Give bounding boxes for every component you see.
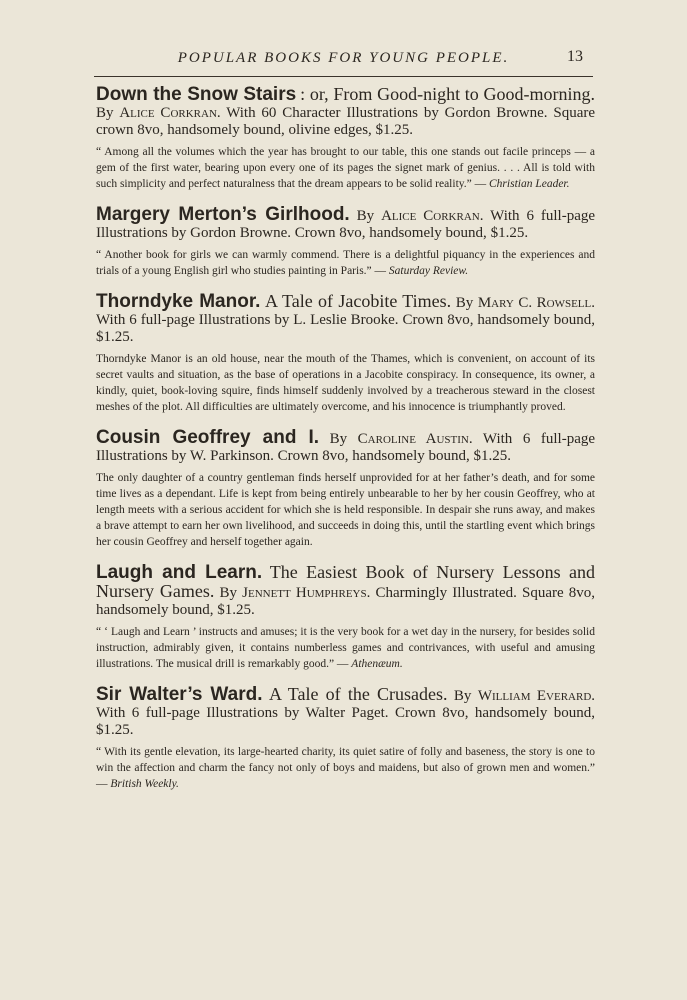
review-text: “ With its gentle elevation, its large-hearted charity, its quiet satire of folly and baseness, the story is one to win the affection and charm the fancy not only of boys and maidens, but also of grown men and women.” — (96, 746, 595, 790)
book-details: With 6 full-page Illustrations by Walter Paget. Crown 8vo, handsomely bound, (96, 705, 595, 721)
review-quote (96, 247, 595, 279)
book-author: Alice Corkran. (119, 105, 221, 121)
by-label: By (455, 295, 474, 311)
book-entry (96, 429, 595, 550)
book-author: Alice Corkran. (381, 208, 484, 224)
entry-heading (96, 86, 595, 139)
book-details: With 6 full-page Illustrations by L. Leslie Brooke. Crown 8vo, handsomely bound, (96, 312, 595, 328)
book-price: $1.25. (217, 602, 255, 618)
book-title: Laugh and Learn. (96, 562, 263, 583)
header-rule (94, 76, 593, 77)
book-subtitle: A Tale of the Crusades. (268, 684, 448, 704)
review-source: Saturday Review. (388, 265, 469, 277)
running-head (95, 50, 592, 67)
book-author: William Everard. (477, 688, 596, 704)
review-text: Thorndyke Manor is an old house, near the mouth of the Thames, which is convenient, on account of its secret vaults and situation, as the base of operations in a Jacobite conspiracy. In consequence, its owner, a kindly, quiet, book-loving squire, finds himself suddenly involved by a treacherous steward in the closest meshes of the plot. All difficulties are ultimately overcome, and his innocence is triumphantly proved. (96, 353, 595, 413)
book-subtitle: : or, From Good-night to Good-morning. (300, 84, 595, 104)
review-quote (96, 351, 595, 415)
by-label: By (329, 431, 348, 447)
book-title: Cousin Geoffrey and I. (96, 427, 320, 448)
page-number: 13 (567, 48, 583, 65)
book-price: $1.25. (473, 448, 511, 464)
entry-heading (96, 564, 595, 619)
book-entry (96, 293, 595, 415)
review-quote (96, 624, 595, 672)
book-subtitle: The Easiest Book of Nursery Lessons and Nursery Games. (96, 562, 595, 601)
book-author: Jennett Humphreys. (242, 585, 371, 601)
entry-heading (96, 206, 595, 242)
review-text: “ Among all the volumes which the year has brought to our table, this one stands out facile princeps — a gem of the first water, bearing upon every one of its pages the signet mark of genius. . . . All is told with such simplicity and perfect naturalness that the dream appears to be solid reality.” — (96, 146, 595, 190)
book-subtitle: A Tale of Jacobite Times. (265, 291, 452, 311)
entry-heading (96, 293, 595, 346)
review-text: “ ‘ Laugh and Learn ’ instructs and amuses; it is the very book for a wet day in the nursery, for besides solid instruction, admirably given, it contains numberless games and contrivances, with useful and amusing illustrations. The musical drill is remarkably good.” — (96, 626, 595, 670)
review-text: “ Another book for girls we can warmly commend. There is a delightful piquancy in the experiences and trials of a young English girl who studies painting in Paris.” — (96, 249, 595, 277)
review-source: Christian Leader. (489, 178, 570, 190)
review-text: The only daughter of a country gentleman finds herself unprovided for at her father’s death, and for some time lives as a dependant. Life is kept from being entirely unbearable to her by her cousin Geoffrey, who at length meets with a serious accident for which she is held responsible. In despair she runs away, and makes a brave attempt to earn her own livelihood, and succeeds in doing this, until the startling event which brings her cousin Geoffrey and herself together again. (96, 472, 595, 548)
book-title: Down the Snow Stairs (96, 84, 297, 105)
book-price: $1.25. (96, 329, 134, 345)
book-title: Thorndyke Manor. (96, 291, 261, 312)
book-details: With 6 full-page Illustrations by W. Parkinson. Crown 8vo, handsomely bound, (96, 431, 596, 464)
review-quote (96, 470, 595, 550)
book-details: With 6 full-page Illustrations by Gordon Browne. Crown 8vo, handsomely bound, (96, 208, 596, 241)
book-price: $1.25. (375, 122, 414, 138)
review-source: British Weekly. (110, 778, 179, 790)
book-details: With 60 Character Illustrations by Gordon Browne. Square crown 8vo, handsomely bound, olivine edges, (96, 105, 596, 138)
entry-heading (96, 686, 595, 739)
book-price: $1.25. (490, 225, 529, 241)
by-label: By (219, 585, 237, 601)
book-author: Caroline Austin. (357, 431, 473, 447)
book-author: Mary C. Rowsell. (477, 295, 596, 311)
book-list (96, 86, 595, 806)
book-entry (96, 564, 595, 672)
book-entry (96, 86, 595, 192)
review-quote (96, 144, 595, 192)
review-source: Athenæum. (351, 658, 403, 670)
by-label: By (356, 208, 375, 224)
entry-heading (96, 429, 595, 465)
book-entry (96, 206, 595, 279)
book-title: Margery Merton’s Girlhood. (96, 204, 350, 225)
running-title: POPULAR BOOKS FOR YOUNG PEOPLE. (177, 50, 510, 66)
book-price: $1.25. (96, 722, 134, 738)
book-title: Sir Walter’s Ward. (96, 684, 263, 705)
by-label: By (96, 105, 114, 121)
book-entry (96, 686, 595, 792)
book-details: Charmingly Illustrated. Square 8vo, handsomely bound, (96, 585, 596, 618)
by-label: By (453, 688, 472, 704)
review-quote (96, 744, 595, 792)
